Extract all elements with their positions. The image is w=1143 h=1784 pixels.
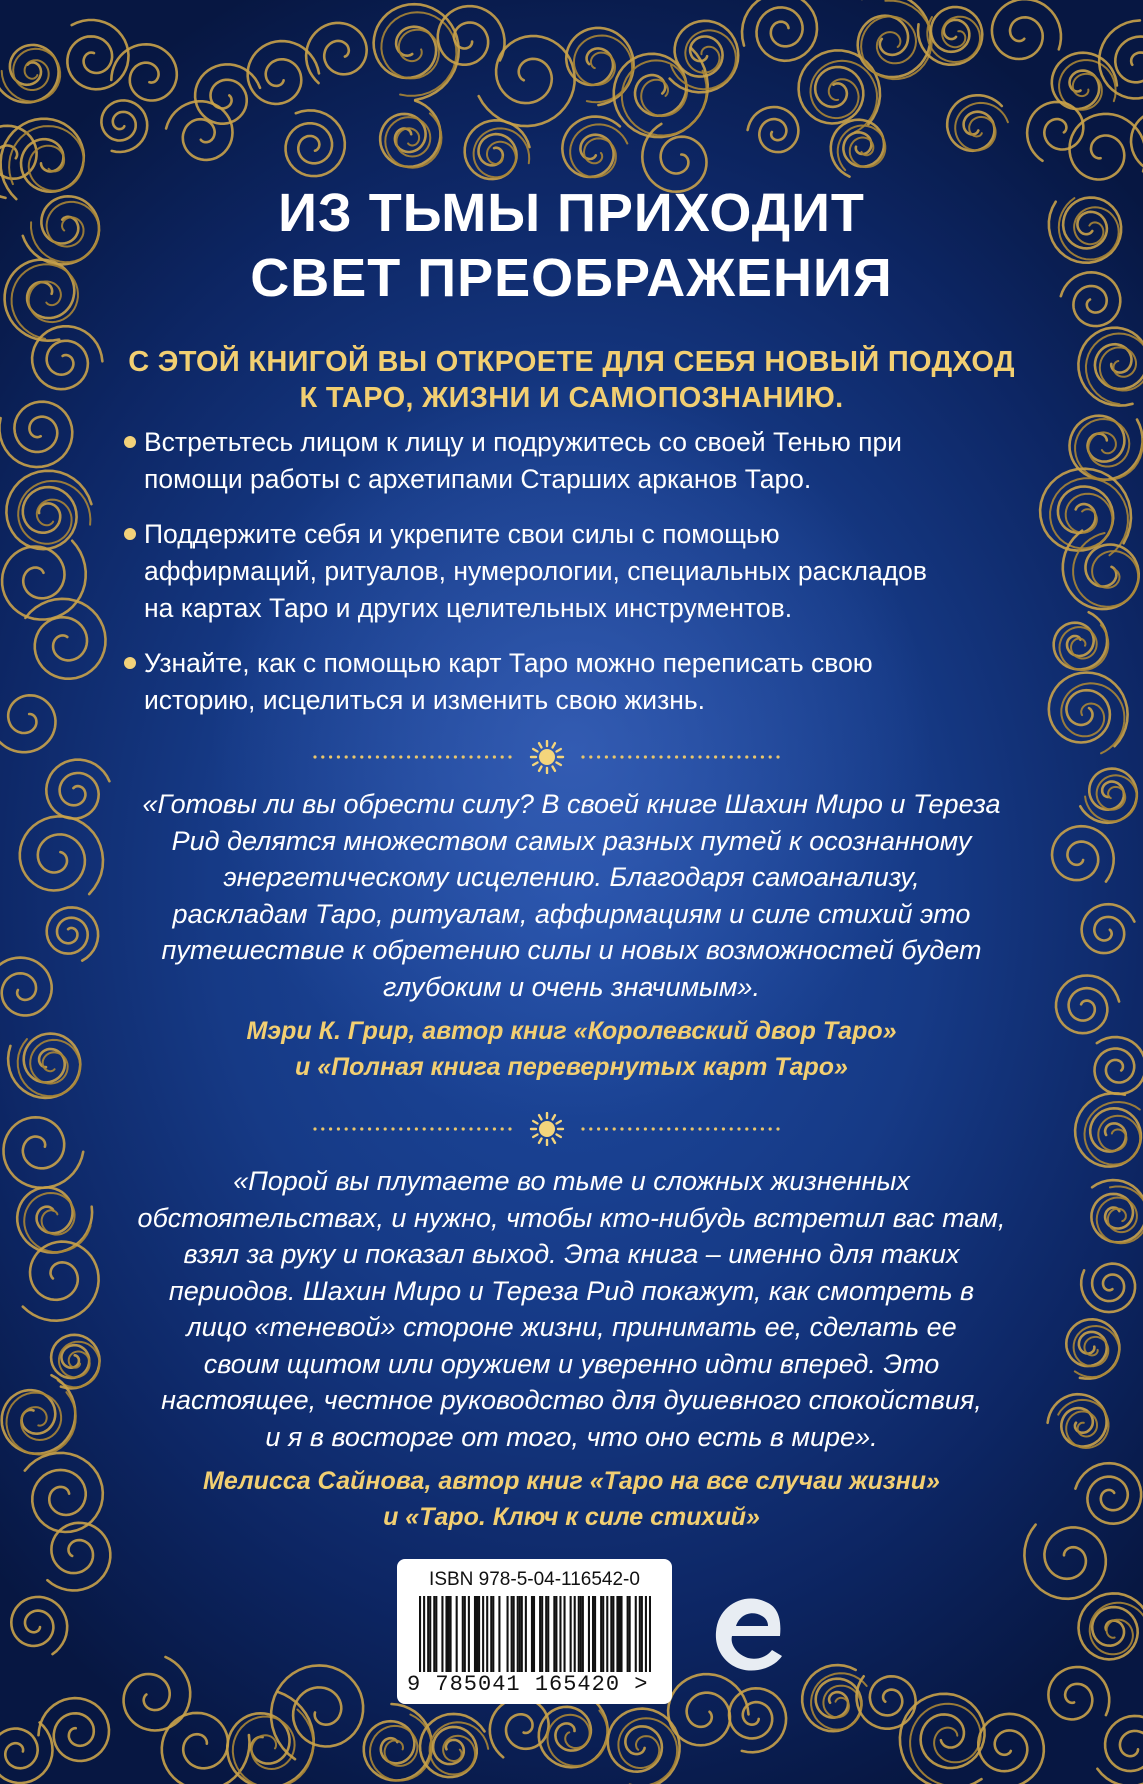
- divider-dots-left: [313, 755, 511, 758]
- quote-line: путешествие к обретению силы и новых возможностей будет: [161, 935, 982, 965]
- quote-line: «Готовы ли вы обрести силу? В своей книге Шахин Миро и Тереза: [142, 789, 1001, 819]
- quote-line: обстоятельствах, и нужно, чтобы кто-нибудь встретил вас там,: [137, 1202, 1006, 1233]
- quote-line: Рид делятся множеством самых разных путей к осознанному: [171, 825, 972, 856]
- sun-divider: [312, 740, 782, 774]
- feature-bullet-list: [122, 424, 1002, 737]
- quote-line: своим щитом или оружием и уверенно идти вперед. Это: [203, 1348, 940, 1379]
- bullet-dot-icon: [124, 657, 136, 669]
- isbn-barcode: [397, 1559, 672, 1704]
- feature-bullet: [122, 424, 1002, 498]
- attribution-line: Мелисса Сайнова, автор книг «Таро на все случаи жизни»: [203, 1467, 940, 1495]
- isbn-number: ISBN 978-5-04-116542-0: [429, 1569, 640, 1590]
- quote-line: и я в восторге от того, что оно есть в мире».: [265, 1421, 878, 1452]
- attribution-line: Мэри К. Грир, автор книг «Королевский двор Таро»: [246, 1017, 897, 1045]
- review-attribution-1: [80, 1013, 1063, 1085]
- bullet-dot-icon: [124, 436, 136, 448]
- feature-bullet: [122, 516, 1002, 627]
- quote-line: глубоким и очень значимым».: [383, 971, 760, 1002]
- divider-dots-left: [313, 1127, 511, 1130]
- barcode-digits: 9 785041 165420 >: [407, 1672, 649, 1697]
- sun-icon: [531, 1113, 563, 1145]
- feature-bullet-text: [144, 516, 1002, 627]
- publisher-logo-icon: [706, 1590, 788, 1680]
- feature-bullet: [122, 645, 1002, 719]
- feature-bullet-line: аффирмаций, ритуалов, нумерологии, специальных раскладов: [144, 556, 927, 586]
- feature-bullet-line: Поддержите себя и укрепите свои силы с помощью: [144, 519, 780, 549]
- headline-line-2: СВЕТ ПРЕОБРАЖЕНИЯ: [250, 248, 893, 308]
- quote-line: взял за руку и показал выход. Эта книга – именно для таких: [183, 1239, 960, 1269]
- divider-dots-right: [581, 755, 779, 758]
- feature-bullet-line: Встретьтесь лицом к лицу и подружитесь со своей Тенью при: [144, 427, 902, 457]
- feature-bullet-line: Узнайте, как с помощью карт Таро можно переписать свою: [144, 648, 873, 678]
- sun-divider: [312, 1112, 782, 1146]
- lead-line-2: К ТАРО, ЖИЗНИ И САМОПОЗНАНИЮ.: [299, 382, 844, 414]
- quote-line: энергетическому исцелению. Благодаря самоанализу,: [223, 862, 920, 892]
- quote-line: периодов. Шахин Миро и Тереза Рид покажут, как смотреть в: [168, 1275, 975, 1306]
- review-attribution-2: [80, 1463, 1063, 1535]
- sun-icon: [531, 741, 563, 773]
- feature-bullet-text: [144, 645, 1002, 719]
- review-quote-2: [80, 1163, 1063, 1455]
- review-quote-1: [80, 786, 1063, 1005]
- bullet-dot-icon: [124, 528, 136, 540]
- quote-line: настоящее, честное руководство для душевного спокойствия,: [161, 1385, 982, 1415]
- barcode-bars: [419, 1596, 651, 1672]
- quote-line: «Порой вы плутаете во тьме и сложных жизненных: [233, 1166, 910, 1196]
- attribution-line: и «Полная книга перевернутых карт Таро»: [295, 1053, 848, 1081]
- attribution-line: и «Таро. Ключ к силе стихий»: [383, 1503, 760, 1531]
- feature-bullet-line: историю, исцелиться и изменить свою жизнь.: [144, 685, 706, 715]
- lead-line-1: С ЭТОЙ КНИГОЙ ВЫ ОТКРОЕТЕ ДЛЯ СЕБЯ НОВЫЙ ПОДХОД: [128, 346, 1015, 378]
- feature-bullet-line: на картах Таро и других целительных инструментов.: [144, 593, 793, 623]
- quote-line: лицо «теневой» стороне жизни, принимать ее, сделать ее: [186, 1312, 957, 1342]
- divider-dots-right: [581, 1127, 779, 1130]
- feature-bullet-line: помощи работы с архетипами Старших арканов Таро.: [144, 464, 812, 494]
- feature-bullet-text: [144, 424, 1002, 498]
- quote-line: раскладам Таро, ритуалам, аффирмациям и силе стихий это: [172, 898, 971, 929]
- headline-line-1: ИЗ ТЬМЫ ПРИХОДИТ: [278, 183, 865, 243]
